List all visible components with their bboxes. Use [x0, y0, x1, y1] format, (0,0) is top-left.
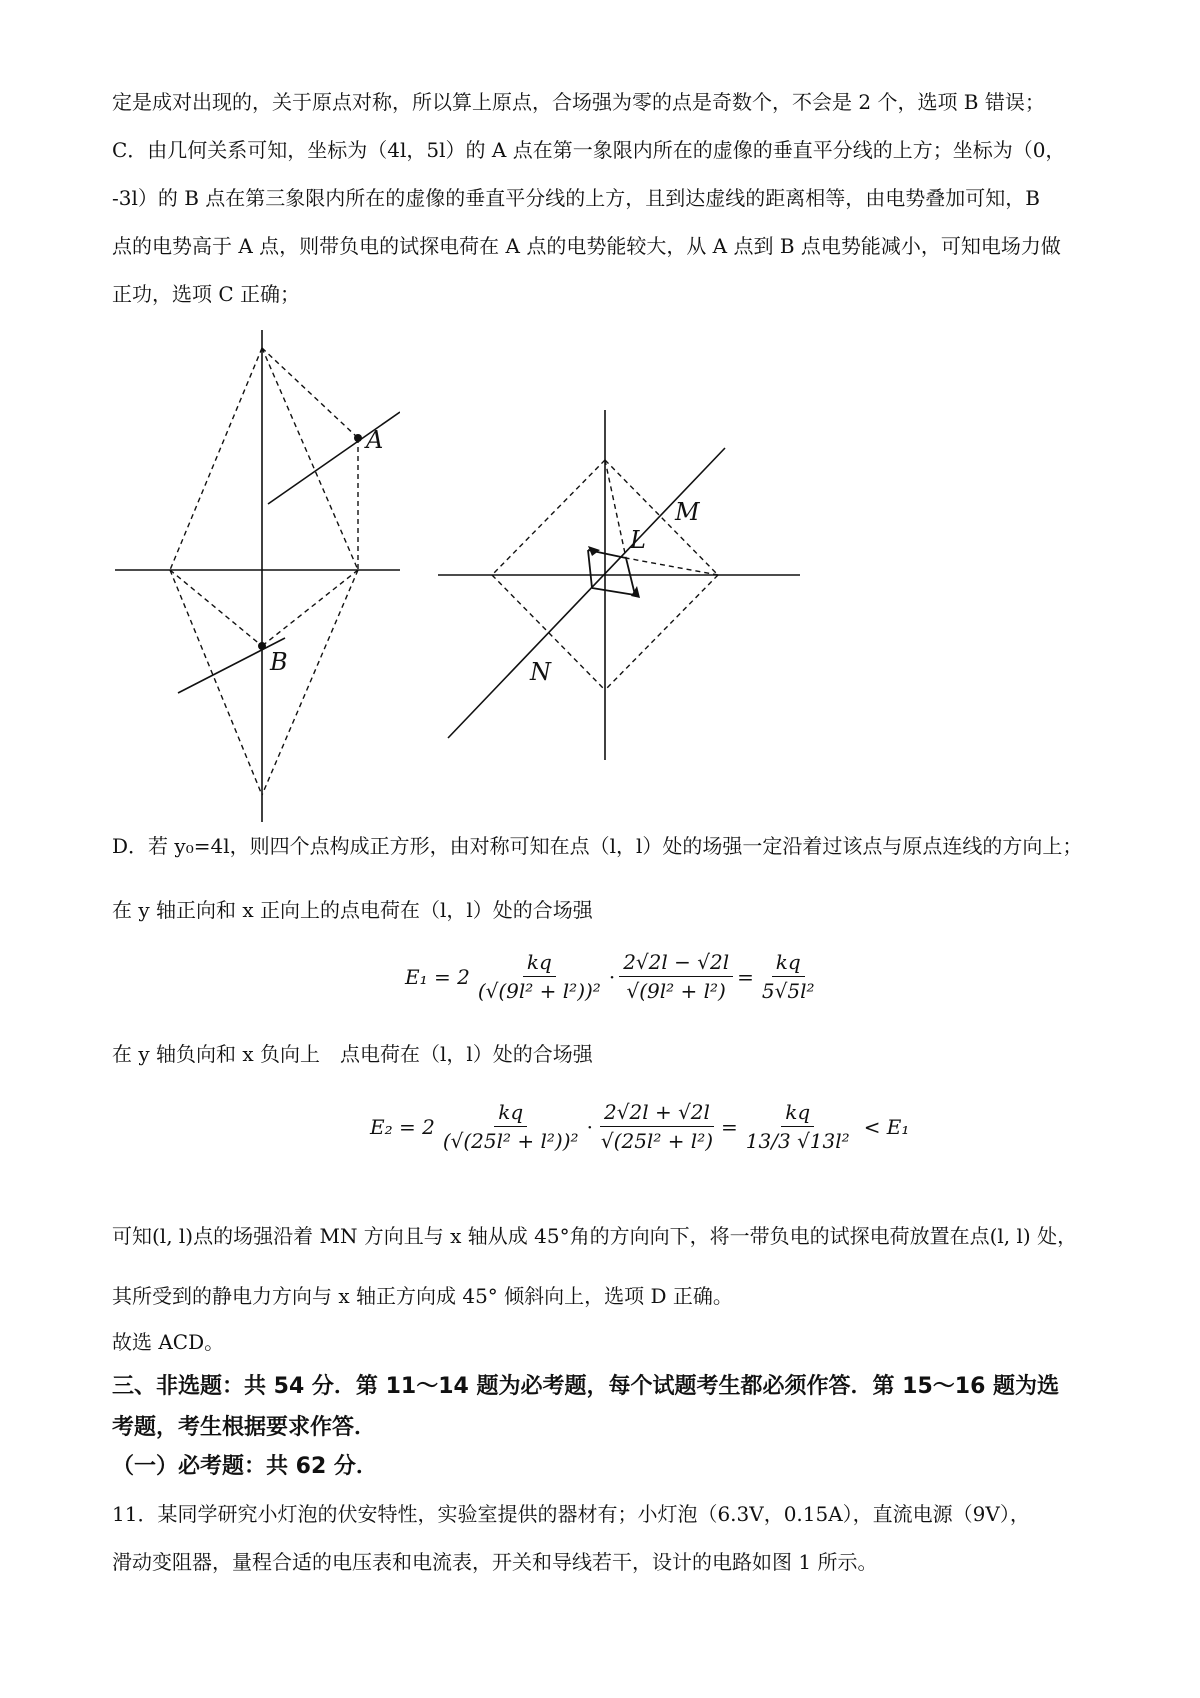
text-line-2: C．由几何关系可知，坐标为（4l，5l）的 A 点在第一象限内所在的虚像的垂直平分线的上方；坐标为（0， [112, 138, 1066, 162]
e1-den2: √(9l² + l²) [626, 979, 726, 1003]
text-line-6: D．若 y₀=4l，则四个点构成正方形，由对称可知在点（l，l）处的场强一定沿着过该点与原点连线的方向上； [112, 834, 1083, 858]
e2-tail: < E₁ [863, 1114, 910, 1139]
figure-left-diagram [100, 330, 400, 830]
label-m: M [675, 498, 700, 526]
e1-rhs-num: kq [772, 950, 805, 977]
e2-rhs-num: kq [781, 1100, 814, 1127]
e1-den: (√(9l² + l²))² [477, 979, 601, 1003]
label-a: A [366, 426, 384, 454]
text-line-3: -3l）的 B 点在第三象限内所在的虚像的垂直平分线的上方，且到达虚线的距离相等，由电势叠加可知，B [112, 186, 1040, 210]
text-line-1: 定是成对出现的，关于原点对称，所以算上原点，合场强为零的点是奇数个，不会是 2 个，选项 B 错误； [112, 90, 1045, 114]
label-n: N [530, 658, 551, 686]
text-line-8: 在 y 轴负向和 x 负向上 点电荷在（l，l）处的合场强 [112, 1042, 593, 1066]
text-line-7: 在 y 轴正向和 x 正向上的点电荷在（l，l）处的合场强 [112, 898, 593, 922]
text-line-11: 故选 ACD。 [112, 1330, 225, 1354]
e2-den: (√(25l² + l²))² [442, 1129, 579, 1153]
text-line-5: 正功，选项 C 正确； [112, 282, 301, 306]
text-line-13: 滑动变阻器，量程合适的电压表和电流表，开关和导线若干，设计的电路如图 1 所示。 [112, 1550, 878, 1574]
e2-num: kq [494, 1100, 527, 1127]
section-heading-1: 三、非选题：共 54 分．第 11～14 题为必考题，每个试题考生都必须作答．第 15～16 题为选 [112, 1374, 1060, 1399]
equation-e2: E₂ = 2 $\frac{kq}{\text{(√(25l² + l²))²}}$ · $\frac{2√2l + √2l}{\text{√(25l² + l²)}}$ = $\frac{kq}{\text{13/3 √13l²}}$ < E₁ [370, 1100, 910, 1153]
e1-lhs: E₁ = 2 [405, 964, 470, 989]
text-line-4: 点的电势高于 A 点，则带负电的试探电荷在 A 点的电势能较大，从 A 点到 B 点电势能减小，可知电场力做 [112, 234, 1061, 258]
e2-lhs: E₂ = 2 [370, 1114, 435, 1139]
label-l: L [630, 526, 646, 554]
e2-num2: 2√2l + √2l [600, 1100, 714, 1127]
figure-right-diagram [430, 400, 810, 770]
text-line-9: 可知(l, l)点的场强沿着 MN 方向且与 x 轴从成 45°角的方向向下，将一带负电的试探电荷放置在点(l, l) 处， [112, 1224, 1078, 1248]
section-heading-3: （一）必考题：共 62 分． [112, 1454, 378, 1479]
label-b: B [270, 648, 288, 676]
text-line-10: 其所受到的静电力方向与 x 轴正方向成 45° 倾斜向上，选项 D 正确。 [112, 1284, 733, 1308]
text-line-12: 11．某同学研究小灯泡的伏安特性，实验室提供的器材有；小灯泡（6.3V，0.15A），直流电源（9V）， [112, 1502, 1030, 1526]
equation-e1: E₁ = 2 $\frac{kq}{\text{(√(9l² + l²))²}}$ · $\frac{2√2l - √2l}{\text{√(9l² + l²)}}$ = $\frac{kq}{\text{5√5l²}}$ [405, 950, 823, 1003]
e1-num2: 2√2l − √2l [619, 950, 733, 977]
section-heading-2: 考题，考生根据要求作答． [112, 1415, 377, 1440]
e1-num: kq [523, 950, 556, 977]
e2-den2: √(25l² + l²) [600, 1129, 714, 1153]
e2-rhs-den: 13/3 √13l² [745, 1129, 850, 1153]
e1-rhs-den: 5√5l² [761, 979, 815, 1003]
